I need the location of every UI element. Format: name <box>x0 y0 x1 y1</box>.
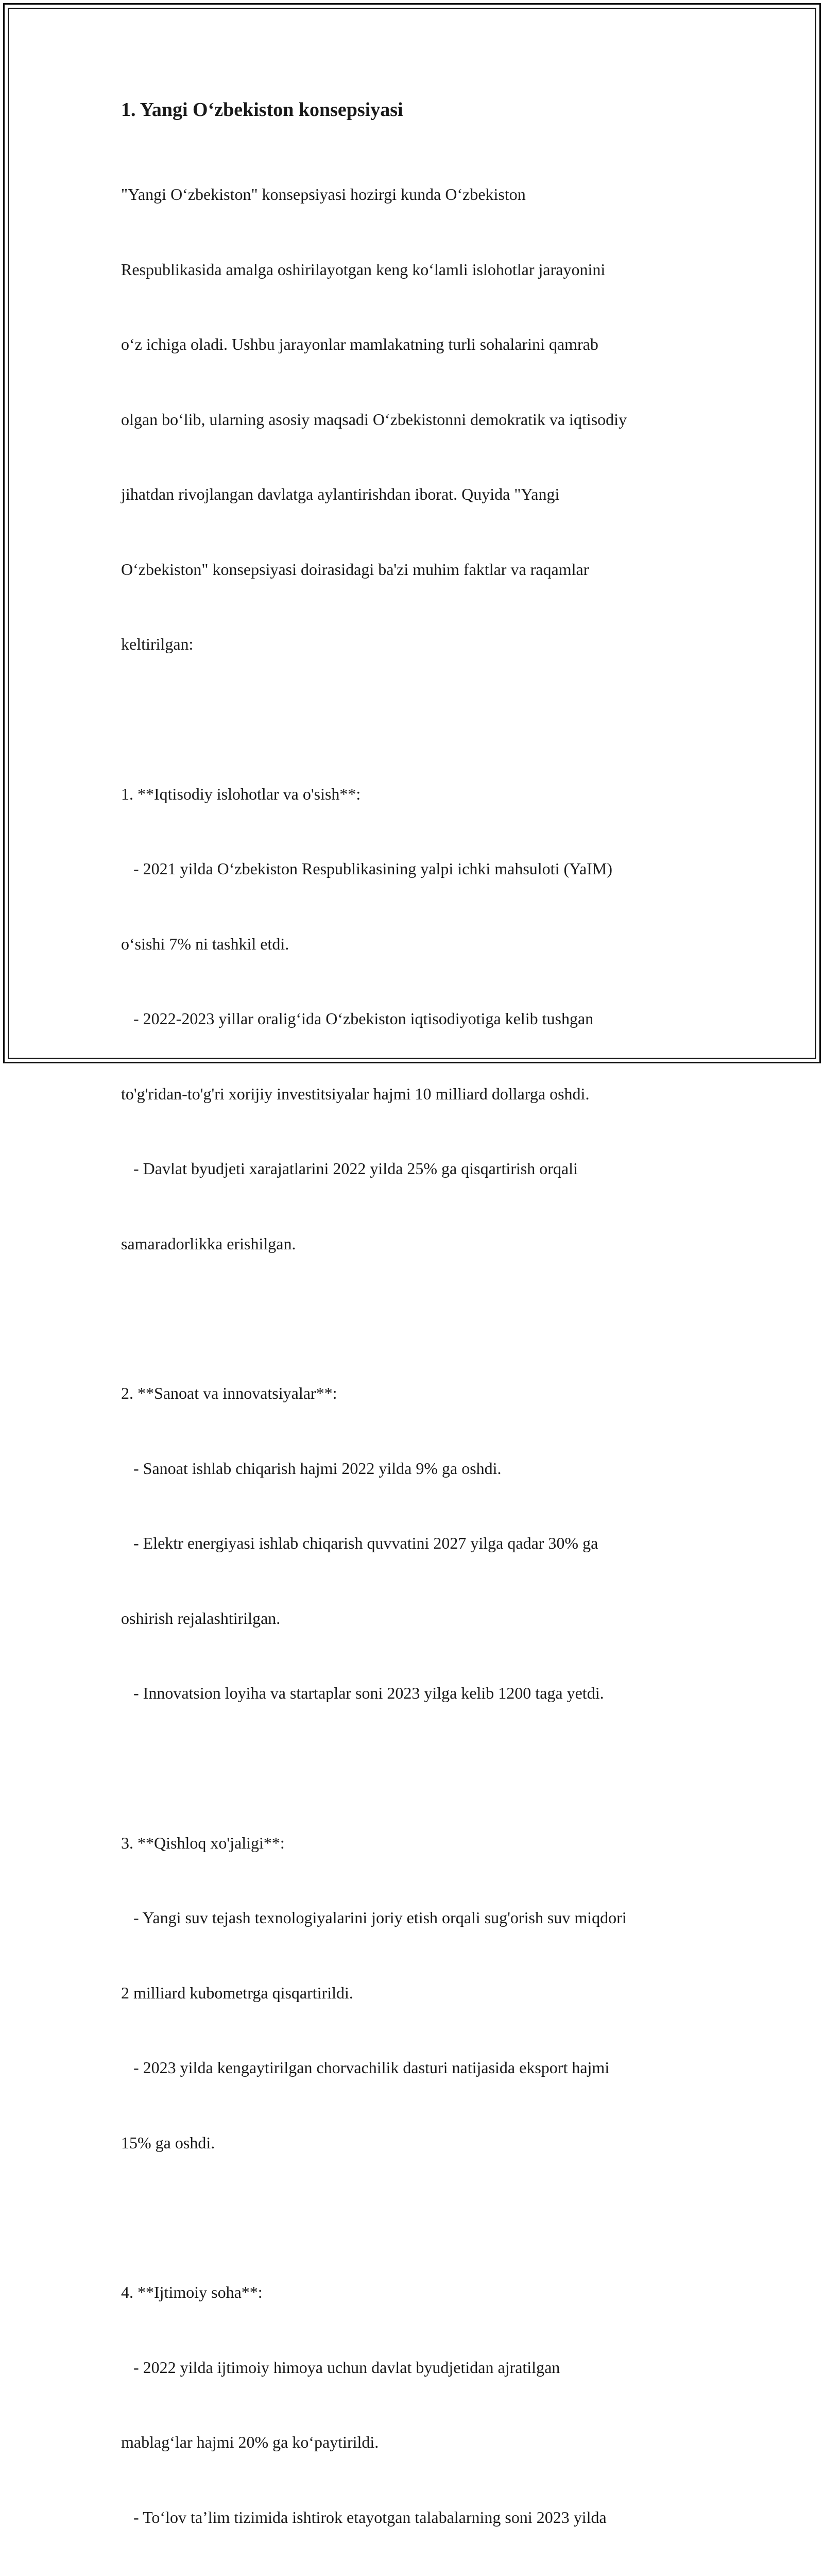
section-line: - 2022-2023 yillar oralig‘ida O‘zbekiston iqtisodiyotiga kelib tushgan <box>121 1009 594 1028</box>
section-text <box>121 1331 729 1756</box>
section-text <box>121 732 729 1307</box>
section-line: - Yangi suv tejash texnologiyalarini joriy etish orqali sug'orish suv miqdori <box>121 1908 627 1927</box>
section-line: o‘sishi 7% ni tashkil etdi. <box>121 934 289 953</box>
section-line: oshirish rejalashtirilgan. <box>121 1608 281 1628</box>
intro-line: o‘z ichiga oladi. Ushbu jarayonlar mamlakatning turli sohalarini qamrab <box>121 335 598 353</box>
section-line: samaradorlikka erishilgan. <box>121 1234 296 1253</box>
section-heading: 1. **Iqtisodiy islohotlar va o'sish**: <box>121 784 361 803</box>
section-line: - Davlat byudjeti xarajatlarini 2022 yilda 25% ga qisqartirish orqali <box>121 1159 578 1178</box>
section-heading: 3. **Qishloq xo'jaligi**: <box>121 1833 285 1852</box>
section-line: 2 milliard kubometrga qisqartirildi. <box>121 1983 353 2002</box>
intro-line: O‘zbekiston" konsepsiyasi doirasidagi ba'zi muhim faktlar va raqamlar <box>121 560 589 579</box>
section-line: - 2023 yilda kengaytirilgan chorvachilik dasturi natijasida eksport hajmi <box>121 2058 610 2077</box>
section-social-sphere <box>121 2230 729 2576</box>
section-line: to'g'ridan-to'g'ri xorijiy investitsiyalar hajmi 10 milliard dollarga oshdi. <box>121 1084 590 1103</box>
section-agriculture <box>121 1781 729 2206</box>
document-title: 1. Yangi O‘zbekiston konsepsiyasi <box>121 99 403 121</box>
section-line: 15% ga oshdi. <box>121 2133 215 2152</box>
section-text <box>121 1781 729 2206</box>
section-heading: 2. **Sanoat va innovatsiyalar**: <box>121 1384 337 1402</box>
intro-line: Respublikasida amalga oshirilayotgan keng ko‘lamli islohotlar jarayonini <box>121 260 606 279</box>
section-line: - Elektr energiyasi ishlab chiqarish quvvatini 2027 yilga qadar 30% ga <box>121 1534 598 1552</box>
section-line: mablag‘lar hajmi 20% ga ko‘paytirildi. <box>121 2433 379 2451</box>
section-line: - To‘lov ta’lim tizimida ishtirok etayotgan talabalarning soni 2023 yilda <box>121 2507 607 2527</box>
intro-line: "Yangi O‘zbekiston" konsepsiyasi hozirgi kunda O‘zbekiston <box>121 185 526 204</box>
intro-line: olgan bo‘lib, ularning asosiy maqsadi O‘zbekistonni demokratik va iqtisodiy <box>121 410 627 429</box>
intro-line: jihatdan rivojlangan davlatga aylantirishdan iborat. Quyida "Yangi <box>121 485 560 503</box>
section-line: - 2022 yilda ijtimoiy himoya uchun davlat byudjetidan ajratilgan <box>121 2358 560 2377</box>
section-heading: 4. **Ijtimoiy soha**: <box>121 2283 263 2301</box>
section-line: - Sanoat ishlab chiqarish hajmi 2022 yilda 9% ga oshdi. <box>121 1459 502 1478</box>
intro-line: keltirilgan: <box>121 635 194 653</box>
section-economic-reforms <box>121 732 729 1307</box>
intro-paragraph <box>121 132 729 707</box>
section-text <box>121 2230 729 2576</box>
section-industry-innovation <box>121 1331 729 1756</box>
document-page <box>121 97 729 2576</box>
section-line: - 2021 yilda O‘zbekiston Respublikasining yalpi ichki mahsuloti (YaIM) <box>121 859 612 878</box>
section-line: - Innovatsion loyiha va startaplar soni 2023 yilga kelib 1200 taga yetdi. <box>121 1684 604 1702</box>
